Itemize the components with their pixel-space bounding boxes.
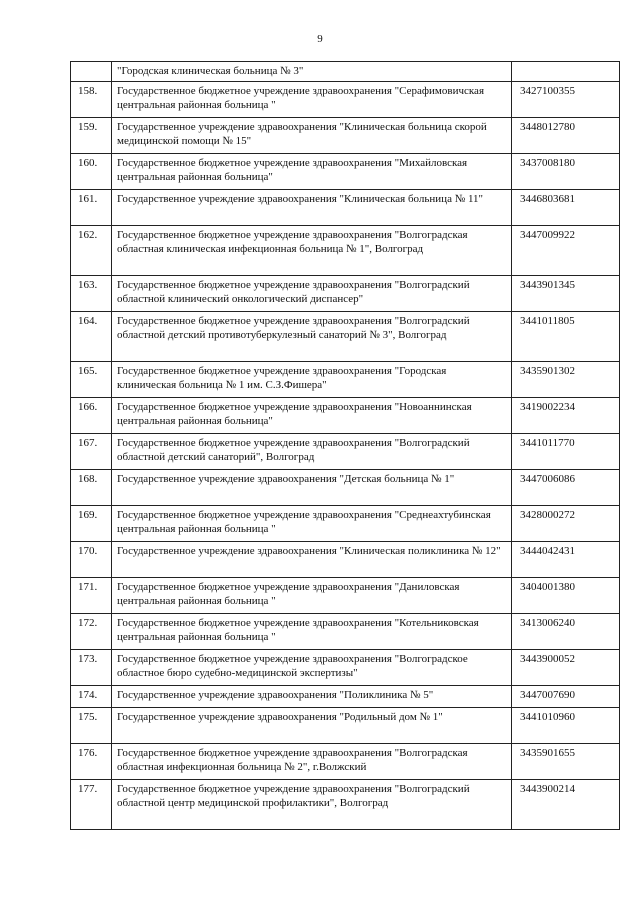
inn-cell: 3413006240 — [512, 614, 620, 650]
institution-name-cell: Государственное бюджетное учреждение здравоохранения "Волгоградская областная клиническая инфекционная больница № 1", Волгоград — [112, 226, 512, 276]
table-row — [71, 686, 620, 708]
table-row — [71, 614, 620, 650]
institution-name-cell: Государственное бюджетное учреждение здравоохранения "Волгоградская областная инфекционная больница № 2", г.Волжский — [112, 744, 512, 780]
inn-cell: 3444042431 — [512, 542, 620, 578]
row-number-cell: 166. — [71, 398, 112, 434]
row-number-cell: 162. — [71, 226, 112, 276]
institution-name-cell: Государственное бюджетное учреждение здравоохранения "Серафимовичская центральная районная больница " — [112, 82, 512, 118]
table-row — [71, 398, 620, 434]
institution-name-cell: Государственное учреждение здравоохранения "Клиническая поликлиника № 12" — [112, 542, 512, 578]
inn-cell: 3404001380 — [512, 578, 620, 614]
row-number-cell: 172. — [71, 614, 112, 650]
inn-cell: 3427100355 — [512, 82, 620, 118]
inn-cell: 3437008180 — [512, 154, 620, 190]
institution-name-cell: Государственное бюджетное учреждение здравоохранения "Волгоградский областной центр медицинской профилактики", Волгоград — [112, 780, 512, 830]
inn-cell: 3443901345 — [512, 276, 620, 312]
inn-cell: 3441011805 — [512, 312, 620, 362]
inn-cell: 3447006086 — [512, 470, 620, 506]
institution-name-cell: Государственное бюджетное учреждение здравоохранения "Михайловская центральная районная больница" — [112, 154, 512, 190]
row-number-cell: 159. — [71, 118, 112, 154]
table-row — [71, 154, 620, 190]
inn-cell: 3446803681 — [512, 190, 620, 226]
inn-cell: 3447009922 — [512, 226, 620, 276]
institution-name-cell: Государственное учреждение здравоохранения "Клиническая больница скорой медицинской помощи № 15" — [112, 118, 512, 154]
institution-name-cell: Государственное бюджетное учреждение здравоохранения "Среднеахтубинская центральная районная больница " — [112, 506, 512, 542]
inn-cell: 3441011770 — [512, 434, 620, 470]
institution-name-cell: "Городская клиническая больница № 3" — [112, 62, 512, 82]
institution-name-cell: Государственное бюджетное учреждение здравоохранения "Новоаннинская центральная районная больница" — [112, 398, 512, 434]
table-row — [71, 470, 620, 506]
row-number-cell: 176. — [71, 744, 112, 780]
table-row — [71, 434, 620, 470]
row-number-cell — [71, 62, 112, 82]
inn-cell: 3448012780 — [512, 118, 620, 154]
table-row — [71, 744, 620, 780]
institution-name-cell: Государственное бюджетное учреждение здравоохранения "Даниловская центральная районная больница " — [112, 578, 512, 614]
inn-cell: 3447007690 — [512, 686, 620, 708]
row-number-cell: 163. — [71, 276, 112, 312]
row-number-cell: 158. — [71, 82, 112, 118]
inn-cell: 3435901655 — [512, 744, 620, 780]
institution-name-cell: Государственное бюджетное учреждение здравоохранения "Городская клиническая больница № 1 им. С.З.Фишера" — [112, 362, 512, 398]
inn-cell — [512, 62, 620, 82]
inn-cell: 3443900052 — [512, 650, 620, 686]
table-row — [71, 82, 620, 118]
table-row — [71, 578, 620, 614]
page-number: 9 — [317, 33, 323, 45]
table-row — [71, 312, 620, 362]
row-number-cell: 170. — [71, 542, 112, 578]
inn-cell: 3443900214 — [512, 780, 620, 830]
row-number-cell: 167. — [71, 434, 112, 470]
institution-name-cell: Государственное учреждение здравоохранения "Поликлиника № 5" — [112, 686, 512, 708]
table-row — [71, 506, 620, 542]
row-number-cell: 177. — [71, 780, 112, 830]
row-number-cell: 169. — [71, 506, 112, 542]
table-row — [71, 362, 620, 398]
institution-name-cell: Государственное бюджетное учреждение здравоохранения "Волгоградский областной детский санаторий", Волгоград — [112, 434, 512, 470]
row-number-cell: 173. — [71, 650, 112, 686]
table-row — [71, 118, 620, 154]
table-row — [71, 708, 620, 744]
table-row — [71, 62, 620, 82]
row-number-cell: 174. — [71, 686, 112, 708]
row-number-cell: 175. — [71, 708, 112, 744]
institution-name-cell: Государственное бюджетное учреждение здравоохранения "Волгоградский областной клинический онкологический диспансер" — [112, 276, 512, 312]
inn-cell: 3435901302 — [512, 362, 620, 398]
inn-cell: 3441010960 — [512, 708, 620, 744]
table-row — [71, 650, 620, 686]
institution-name-cell: Государственное бюджетное учреждение здравоохранения "Волгоградское областное бюро судебно-медицинской экспертизы" — [112, 650, 512, 686]
inn-cell: 3428000272 — [512, 506, 620, 542]
institution-name-cell: Государственное учреждение здравоохранения "Клиническая больница № 11" — [112, 190, 512, 226]
institution-name-cell: Государственное бюджетное учреждение здравоохранения "Котельниковская центральная районная больница " — [112, 614, 512, 650]
row-number-cell: 171. — [71, 578, 112, 614]
row-number-cell: 161. — [71, 190, 112, 226]
table-row — [71, 276, 620, 312]
institution-name-cell: Государственное учреждение здравоохранения "Детская больница № 1" — [112, 470, 512, 506]
inn-cell: 3419002234 — [512, 398, 620, 434]
table-row — [71, 226, 620, 276]
row-number-cell: 164. — [71, 312, 112, 362]
institution-name-cell: Государственное учреждение здравоохранения "Родильный дом № 1" — [112, 708, 512, 744]
table-row — [71, 542, 620, 578]
row-number-cell: 165. — [71, 362, 112, 398]
institutions-table-body — [71, 62, 620, 830]
row-number-cell: 160. — [71, 154, 112, 190]
institution-name-cell: Государственное бюджетное учреждение здравоохранения "Волгоградский областной детский противотуберкулезный санаторий № 3", Волгоград — [112, 312, 512, 362]
institutions-table — [70, 61, 620, 830]
row-number-cell: 168. — [71, 470, 112, 506]
table-row — [71, 780, 620, 830]
table-row — [71, 190, 620, 226]
